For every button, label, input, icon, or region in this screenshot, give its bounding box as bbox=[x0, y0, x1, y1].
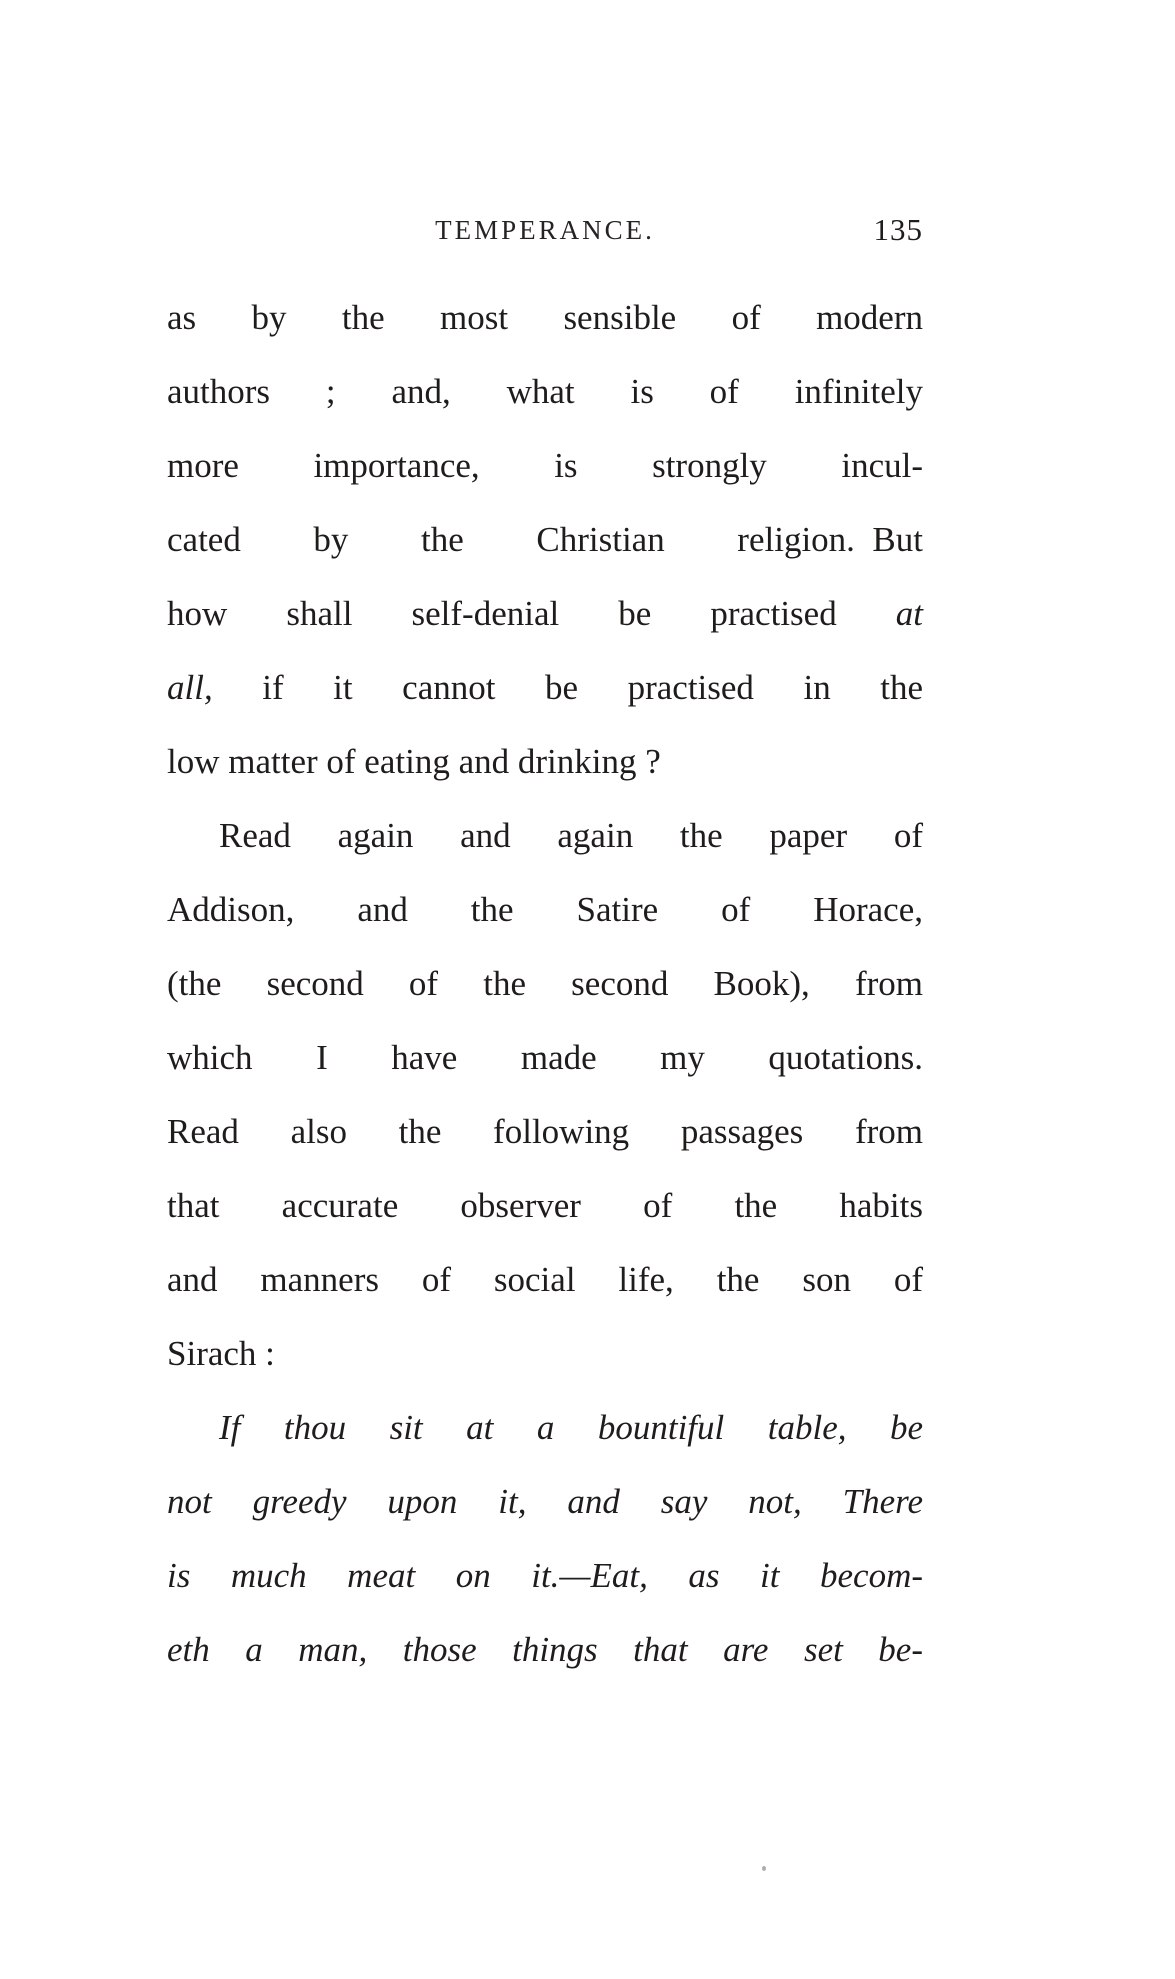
italic-text-segment: is much meat on it.—Eat, as it becom- bbox=[167, 1556, 923, 1595]
text-line bbox=[167, 651, 923, 725]
text-line bbox=[167, 1613, 923, 1687]
italic-text-segment: at bbox=[895, 594, 923, 633]
text-line bbox=[167, 577, 923, 651]
text-line bbox=[167, 799, 923, 873]
italic-text-segment: If thou sit at a bountiful table, be bbox=[219, 1408, 923, 1447]
text-line bbox=[167, 429, 923, 503]
text-segment: which I have made my quotations. bbox=[167, 1038, 923, 1077]
text-segment: and manners of social life, the son of bbox=[167, 1260, 923, 1299]
text-segment: cated by the Christian religion. But bbox=[167, 520, 923, 559]
text-line bbox=[167, 1021, 923, 1095]
text-segment: Sirach : bbox=[167, 1334, 275, 1373]
text-block bbox=[167, 200, 923, 1687]
page-number: 135 bbox=[873, 212, 923, 247]
text-segment: Read again and again the paper of bbox=[219, 816, 923, 855]
text-line bbox=[167, 1465, 923, 1539]
italic-text-segment: all, bbox=[167, 668, 213, 707]
text-segment: Read also the following passages from bbox=[167, 1112, 923, 1151]
text-line bbox=[167, 873, 923, 947]
paragraph-3 bbox=[167, 1391, 923, 1687]
text-line bbox=[167, 1169, 923, 1243]
text-line bbox=[167, 1391, 923, 1465]
text-segment: that accurate observer of the habits bbox=[167, 1186, 923, 1225]
text-segment: low matter of eating and drinking ? bbox=[167, 742, 661, 781]
text-line bbox=[167, 725, 923, 799]
text-line bbox=[167, 1539, 923, 1613]
text-segment: if it cannot be practised in the bbox=[212, 668, 923, 707]
text-segment: Addison, and the Satire of Horace, bbox=[167, 890, 923, 929]
paragraph-1 bbox=[167, 281, 923, 799]
text-segment: how shall self-denial be practised bbox=[167, 594, 896, 633]
text-line bbox=[167, 281, 923, 355]
text-segment: (the second of the second Book), from bbox=[167, 964, 923, 1003]
paragraphs-container bbox=[167, 281, 923, 1687]
text-line bbox=[167, 1317, 923, 1391]
text-line bbox=[167, 1243, 923, 1317]
italic-text-segment: not greedy upon it, and say not, There bbox=[167, 1482, 923, 1521]
text-line bbox=[167, 947, 923, 1021]
running-header-title: TEMPERANCE. bbox=[435, 215, 655, 245]
text-line bbox=[167, 1095, 923, 1169]
paragraph-2 bbox=[167, 799, 923, 1391]
text-line bbox=[167, 503, 923, 577]
text-segment: more importance, is strongly incul- bbox=[167, 446, 923, 485]
page-header bbox=[167, 200, 923, 260]
text-line bbox=[167, 355, 923, 429]
italic-text-segment: eth a man, those things that are set be- bbox=[167, 1630, 923, 1669]
scan-speck bbox=[762, 1866, 766, 1871]
text-segment: authors ; and, what is of infinitely bbox=[167, 372, 923, 411]
text-segment: as by the most sensible of modern bbox=[167, 298, 923, 337]
